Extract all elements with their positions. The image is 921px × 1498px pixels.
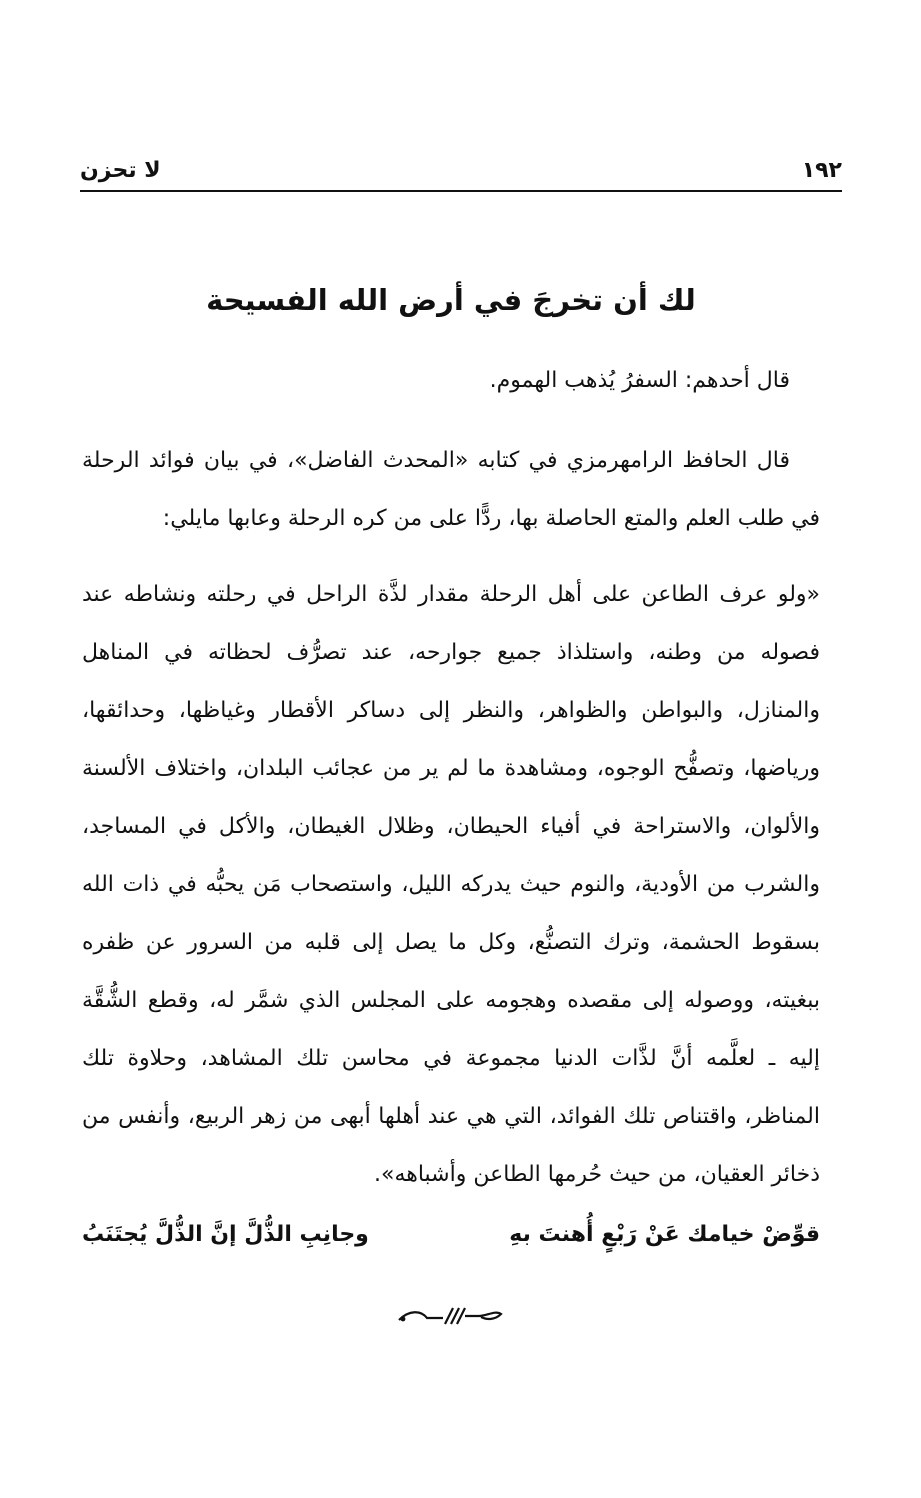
section-end-ornament-icon (395, 1304, 505, 1328)
running-title: لا تحزن (80, 158, 161, 183)
page-content (82, 278, 820, 1260)
chapter-title: لك أن تخرجَ في أرض الله الفسيحة (206, 283, 696, 317)
intro-paragraph: قال الحافظ الرامهرمزي في كتابه «المحدث الفاضل»، في بيان فوائد الرحلة في طلب العلم والمتع الحاصلة بها، ردًّا على من كره الرحلة وعابها مايلي: (82, 448, 820, 531)
poetry-verse (82, 1210, 820, 1260)
opening-paragraph: قال أحدهم: السفرُ يُذهب الهموم. (489, 368, 790, 393)
verse-first-hemistich: قوِّضْ خيامك عَنْ رَبْعٍ أُهنتَ بهِ (509, 1222, 820, 1247)
page-header (80, 158, 842, 190)
header-rule (80, 190, 842, 192)
quoted-passage: «ولو عرف الطاعن على أهل الرحلة مقدار لذَّة الراحل في رحلته ونشاطه عند فصوله من وطنه، واستلذاذ جميع جوارحه، عند تصرُّف لحظاته في المناهل والمنازل، والبواطن والظواهر، والنظر إلى دساكر الأقطار وغياظها، وحدائقها، ورياضها، وتصفُّح الوجوه، ومشاهدة ما لم ير من عجائب البلدان، واختلاف الألسنة والألوان، والاستراحة في أفياء الحيطان، وظلال الغيطان، والأكل في المساجد، والشرب من الأودية، والنوم حيث يدركه الليل، واستصحاب مَن يحبُّه في ذات الله بسقوط الحشمة، وترك التصنُّع، وكل ما يصل إلى قلبه من السرور عن ظفره ببغيته، ووصوله إلى مقصده وهجومه على المجلس الذي شمَّر له، وقطع الشُّقَّة إليه ـ لعلَّمه أنَّ لذَّات الدنيا مجموعة في محاسن تلك المشاهد، وحلاوة تلك المناظر، واقتناص تلك الفوائد، التي هي عند أهلها أبهى من زهر الربيع، وأنفس من ذخائر العقيان، من حيث حُرمها الطاعن وأشباهه». (82, 582, 820, 1187)
verse-second-hemistich: وجانِبِ الذُّلَّ إنَّ الذُّلَّ يُجتَنَبُ (82, 1222, 369, 1247)
page-number: ١٩٢ (801, 158, 842, 183)
